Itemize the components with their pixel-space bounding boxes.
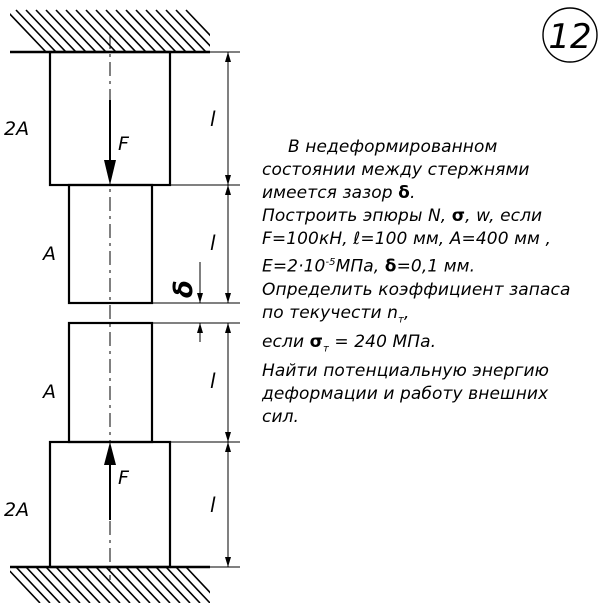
label-length-2: l (210, 231, 216, 255)
task-line-5: F=100кН, ℓ=100 мм, A=400 мм , (262, 229, 551, 249)
dimension-lines (152, 52, 240, 567)
label-bottom-section-area: 2А (4, 499, 30, 521)
task-line-1: В недеформированном (288, 137, 498, 157)
task-statement (262, 136, 600, 429)
label-force-bottom: F (118, 467, 129, 489)
label-length-3: l (210, 369, 216, 393)
label-upper-middle-area: А (43, 243, 56, 265)
label-lower-middle-area: А (43, 381, 56, 403)
force-arrow-top (104, 100, 116, 185)
label-force-top: F (118, 133, 129, 155)
top-support (6, 10, 226, 52)
bottom-support (6, 567, 220, 603)
task-line-12: сил. (262, 407, 300, 428)
task-line-7: Определить коэффициент запаса (262, 279, 571, 300)
task-line-10: Найти потенциальную энергию (262, 361, 550, 382)
task-line-3: имеется зазор δ. (262, 183, 416, 203)
label-length-1: l (210, 107, 216, 131)
label-gap-delta: δ (169, 280, 199, 298)
task-line-2: состоянии между стержнями (262, 160, 530, 180)
label-length-4: l (210, 493, 216, 517)
task-line-9: если $\sigma_т = 240$ МПа. (262, 332, 437, 355)
problem-number: 12 (548, 17, 592, 57)
task-line-6: $E=2\cdot 10^{-5}МПа$, δ=0,1 мм. (262, 256, 476, 277)
label-top-section-area: 2А (4, 118, 30, 140)
task-line-11: деформации и работу внешних (262, 384, 549, 405)
force-arrow-bottom (104, 442, 116, 520)
task-line-4: Построить эпюры N, σ, w, если (262, 206, 543, 226)
task-line-8: по текучести $n_т$, (262, 302, 410, 326)
